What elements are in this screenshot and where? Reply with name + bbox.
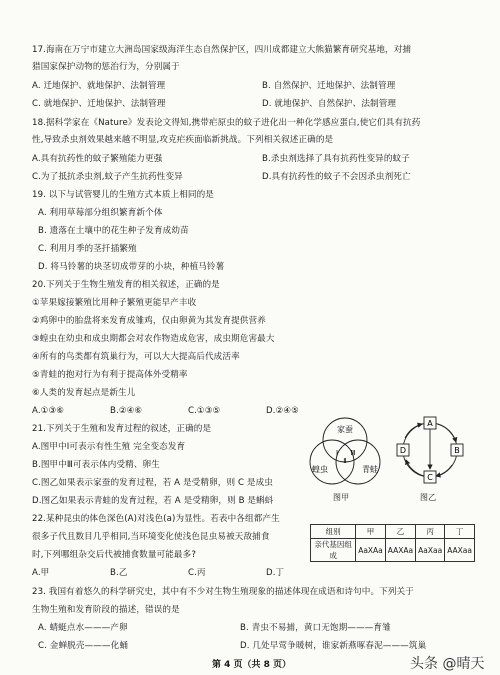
q20-statement-6: ⑥人类的发育起点是新生儿 — [32, 388, 136, 398]
q18-option-b: B.杀虫剂选择了具有抗药性变异的蚊子 — [262, 154, 410, 164]
q21-option-b: B.图甲中Ⅲ可表示体内受精、卵生 — [32, 460, 160, 470]
q23-option-c: C. 金蝉脱壳———化蛹 — [38, 641, 129, 651]
q21-stem: 21.下列关于生殖和发育过程的叙述，正确的是 — [32, 424, 212, 434]
watermark: 头条 @晴天 — [410, 656, 485, 672]
q19-option-c: C. 利用月季的茎扦插繁殖 — [38, 244, 137, 254]
q20-option-d: D.②④⑤ — [266, 406, 299, 416]
venn-label-top: 家蚕 — [337, 425, 353, 434]
q18-option-d: D.具有抗药性的蚊子不会因杀虫剂死亡 — [262, 172, 411, 182]
page-number-footer: 第 4 页（共 8 页） — [212, 660, 292, 670]
table-header-row — [311, 525, 475, 539]
q22-option-c: C.丙 — [188, 568, 206, 578]
q17-stem-line2: 猎国家保护动物的惩治行为，分别属于 — [32, 62, 180, 72]
box-a-label: A — [427, 419, 433, 428]
figure-jia-venn — [300, 412, 390, 496]
table-row-label: 亲代基因组成 — [311, 539, 356, 562]
arrow-d-to-a — [405, 424, 422, 438]
q23-stem-line1: 23. 我国有着悠久的科学研究史，其中有不少对生物生殖现象的描述体现在成语和诗句中。下列关于 — [32, 587, 414, 597]
q19-option-a: A. 利用草莓部分组织繁育新个体 — [38, 208, 163, 218]
figure-yi-caption: 图乙 — [420, 493, 437, 502]
q17-option-d: D. 就地保护、自然保护、法制管理 — [262, 99, 397, 109]
q18-option-c: C.为了抵抗杀虫剂,蚊子产生抗药性变异 — [32, 172, 183, 182]
table-header-cell: 丁 — [445, 525, 475, 539]
q20-statement-3: ③蝗虫在幼虫和成虫期都会对农作物造成危害，成虫期危害最大 — [32, 334, 275, 344]
q23-stem-line2: 生物生殖和发育阶段的描述，错误的是 — [32, 605, 180, 615]
q23-option-d: D. 几处早莺争暖树，谁家新燕啄春泥———筑巢 — [240, 641, 427, 651]
q17-option-a: A. 迁地保护、就地保护、法制管理 — [32, 81, 166, 91]
arrow-c-to-d — [406, 460, 424, 476]
q19-option-d: D. 将马铃薯的块茎切成带芽的小块，种植马铃薯 — [38, 262, 225, 272]
q17-option-b: B. 自然保护、迁地保护、法制管理 — [262, 81, 396, 91]
arrow-b-to-c — [436, 465, 452, 476]
table-header-cell: 乙 — [385, 525, 415, 539]
q22-stem-line1: 22.某种昆虫的体色深色(A)对浅色(a)为显性。若表中各组都产生 — [32, 514, 280, 524]
q22-option-a: A.甲 — [32, 568, 50, 578]
q18-stem-line2: 性,导致杀虫剂效果越来越不明显,攻克疟疾面临新挑战。下列相关叙述正确的是 — [32, 135, 334, 145]
q18-option-a: A.具有抗药性的蚊子繁殖能力更强 — [32, 154, 163, 164]
table-header-cell: 组别 — [311, 525, 356, 539]
venn-label-left: 蝗虫 — [312, 465, 328, 474]
table-header-cell: 甲 — [356, 525, 386, 539]
q20-statement-5: ⑤青蛙的抱对行为有利于提高体外受精率 — [32, 370, 188, 380]
q23-option-b: B. 青虫不易捕，黄口无饱期———育雏 — [240, 623, 391, 633]
table-cell: AaXAa — [356, 539, 386, 562]
q19-stem: 19. 以下与试管婴儿的生殖方式本质上相同的是 — [32, 190, 214, 200]
q22-option-b: B.乙 — [110, 568, 128, 578]
q20-statement-2: ②鸡卵中的胎盘将来发育成雏鸡，仅由卵黄为其发育提供营养 — [32, 316, 266, 326]
q23-option-a: A. 蜻蜓点水———产卵 — [38, 623, 128, 633]
table-row — [311, 539, 475, 562]
q22-option-d: D.丁 — [266, 568, 285, 578]
q20-statement-1: ①苹果嫁接繁殖比用种子繁殖更能早产丰收 — [32, 298, 197, 308]
q20-option-c: C.①③⑤ — [188, 406, 221, 416]
arrow-a-to-b — [438, 424, 456, 442]
q20-stem: 20.下列关于生物生殖发育的相关叙述，正确的是 — [32, 280, 220, 290]
table-cell: AAXAa — [385, 539, 415, 562]
figure-jia-caption: 图甲 — [333, 493, 350, 502]
box-b-label: B — [454, 446, 460, 455]
table-cell: AAXaa — [445, 539, 475, 562]
q20-statement-4: ④所有的鸟类都有筑巢行为，可以大大提高后代成活率 — [32, 352, 240, 362]
venn-region-2: Ⅱ — [343, 457, 347, 465]
figure-yi-cycle — [390, 405, 470, 495]
genotype-table — [310, 524, 475, 562]
venn-region-1: Ⅰ — [335, 449, 339, 457]
q18-stem-line1: 18.据科学家在《Nature》发表论文得知,携带疟原虫的蚊子进化出一种化学感应蛋白,使它们具有抗药 — [32, 118, 421, 128]
q21-option-c: C.图乙如果表示家蚕的发育过程，若 A 是受精卵，则 C 是成虫 — [32, 478, 273, 488]
venn-region-3: Ⅲ — [350, 449, 356, 457]
q22-stem-line2: 很多子代且数目几乎相同,当环境变化使浅色昆虫易被天敌捕食 — [32, 532, 270, 542]
q19-option-b: B. 遗落在土壤中的花生种子发育成幼苗 — [38, 226, 189, 236]
table-header-cell: 丙 — [416, 525, 445, 539]
q17-stem-line1: 17.海南在万宁市建立大洲岛国家级海洋生态自然保护区，四川成都建立大熊猫繁育研究基地，对捕 — [32, 45, 412, 55]
venn-label-right: 青蛙 — [362, 465, 378, 474]
box-d-label: D — [399, 446, 407, 455]
box-c-label: C — [427, 473, 433, 482]
q21-option-a: A.图甲中Ⅰ可表示有性生殖 完全变态发育 — [32, 442, 186, 452]
q20-option-a: A.①③⑥ — [32, 406, 65, 416]
table-cell: AaXaa — [416, 539, 445, 562]
q21-option-d: D.图乙如果表示青蛙的发育过程，若 A 是受精卵，则 B 是蝌蚪 — [32, 496, 274, 506]
q17-option-c: C. 就地保护、迁地保护、法制管理 — [32, 99, 166, 109]
q20-option-b: B.②④⑥ — [110, 406, 143, 416]
q22-stem-line3: 时,下列哪组杂交后代被捕食数量可能最多? — [32, 550, 196, 560]
